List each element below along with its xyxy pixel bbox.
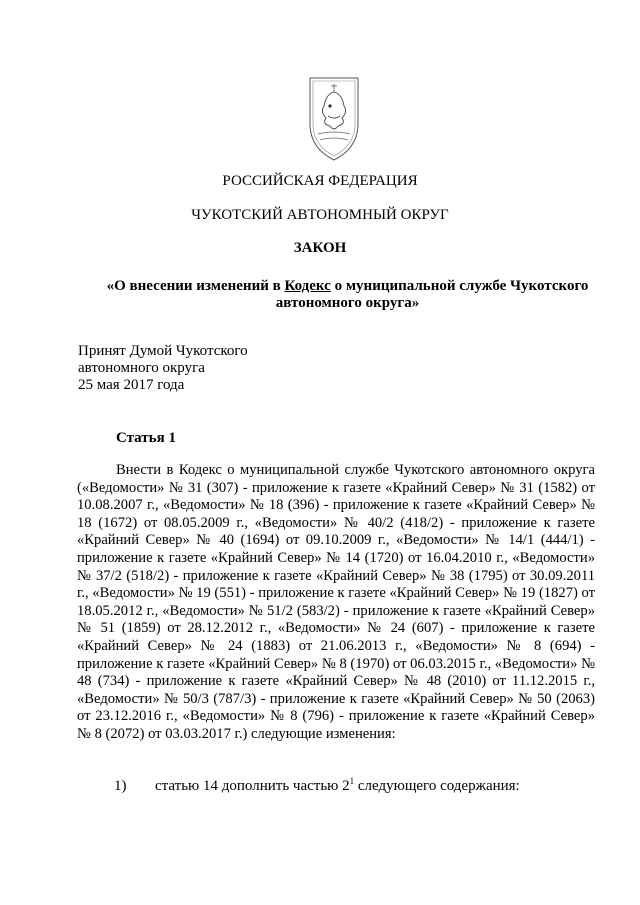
- list-item-number: 1): [114, 778, 127, 794]
- adoption-date: 25 мая 2017 года: [78, 377, 185, 393]
- code-link[interactable]: Кодекс: [284, 278, 331, 294]
- document-type-heading: ЗАКОН: [293, 240, 347, 256]
- article-body-text: Внести в Кодекс о муниципальной службе Чукотского автономного округа («Ведомости» № 31 (307) - приложение к газете «Крайний Север» № 31 (1582) от 10.08.2007 г., «Ведомости» № 18 (396) - приложение к газете «Крайний Север» № 18 (1672) от 08.05.2009 г., «Ведомости» № 40/2 (418/2) - приложение к газете «Крайний Север» № 40 (1694) от 09.10.2009 г., «Ведомости» № 14/1 (444/1) - приложение к газете «Крайний Север» № 14 (1720) от 16.04.2010 г., «Ведомости» № 37/2 (518/2) - приложение к газете «Крайний Север» № 38 (1795) от 30.09.2011 г., «Ведомости» № 19 (551) - приложение к газете «Крайний Север» № 19 (1827) от 18.05.2012 г., «Ведомости» № 51/2 (583/2) - приложение к газете «Крайний Север» № 51 (1859) от 28.12.2012 г., «Ведомости» № 24 (607) - приложение к газете «Крайний Север» № 24 (1883) от 21.06.2013 г., «Ведомости» № 8 (694) - приложение к газете «Крайний Север» № 8 (1970) от 06.03.2015 г., «Ведомости» № 48 (734) - приложение к газете «Крайний Север» № 48 (2010) от 11.12.2015 г., «Ведомости» № 50/3 (787/3) - приложение к газете «Крайний Север» № 50 (2063) от 23.12.2016 г., «Ведомости» № 8 (796) - приложение к газете «Крайний Север» № 8 (2072) от 03.03.2017 г.) следующие изменения:: [77, 462, 595, 742]
- list-item-text: [155, 778, 520, 795]
- country-heading: РОССИЙСКАЯ ФЕДЕРАЦИЯ: [222, 173, 418, 189]
- list-item-text-before: статью 14 дополнить частью 2: [155, 778, 350, 794]
- law-title-prefix: «О внесении изменений в: [106, 278, 285, 294]
- list-item-text-after: следующего содержания:: [354, 778, 520, 794]
- adoption-info: [78, 343, 248, 394]
- region-heading: ЧУКОТСКИЙ АВТОНОМНЫЙ ОКРУГ: [191, 207, 449, 223]
- article-heading: Статья 1: [116, 430, 176, 446]
- law-title-suffix: о муниципальной службе Чукотского автономного округа»: [275, 278, 589, 311]
- adoption-line-2: автономного округа: [78, 360, 205, 376]
- list-item-superscript: 1: [349, 776, 355, 786]
- adoption-line-1: Принят Думой Чукотского: [78, 343, 248, 359]
- coat-of-arms-emblem: [304, 72, 364, 164]
- law-title: [100, 278, 595, 312]
